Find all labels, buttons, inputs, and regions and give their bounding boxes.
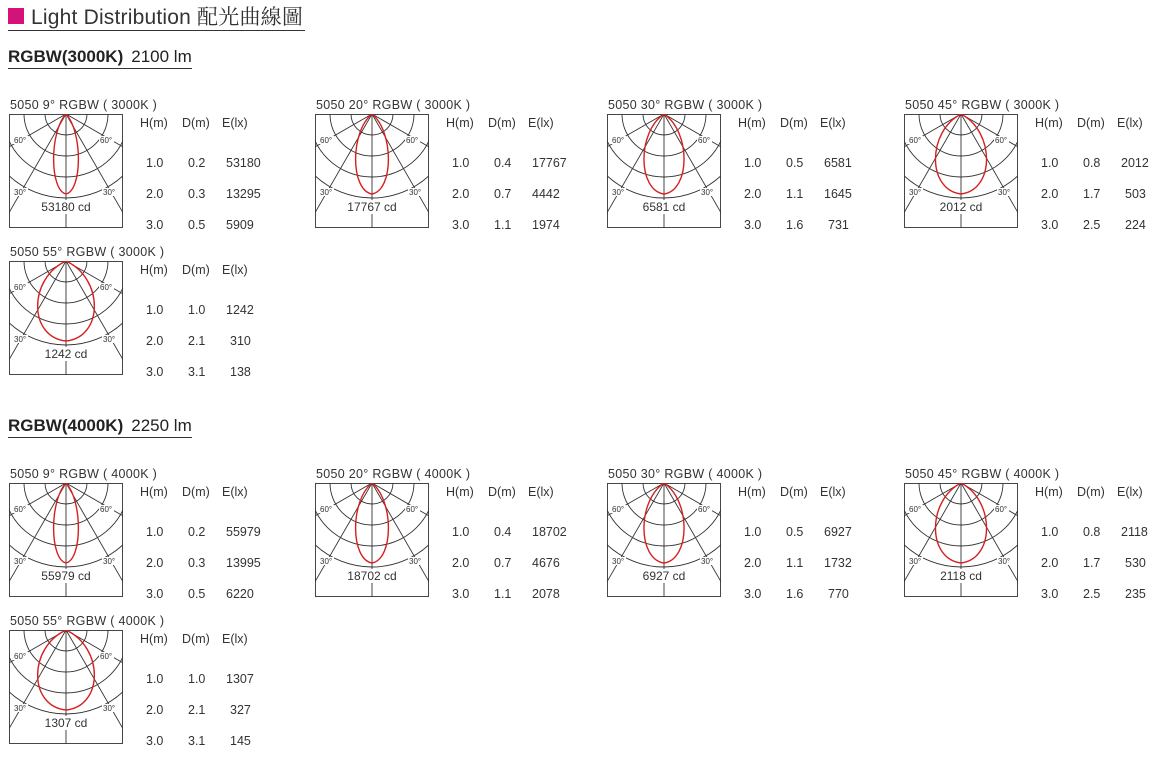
column-header: D(m) <box>488 116 516 130</box>
table-cell: 18702 <box>532 525 567 539</box>
column-header: D(m) <box>1077 116 1105 130</box>
table-cell: 224 <box>1125 218 1146 232</box>
table-cell: 2.0 <box>146 187 164 201</box>
polar-diagram <box>9 483 123 597</box>
light-distribution-block <box>314 467 614 617</box>
angle-label-30-right: 30° <box>103 335 116 344</box>
table-cell: 530 <box>1125 556 1146 570</box>
table-cell: 1.1 <box>786 556 804 570</box>
table-cell: 0.2 <box>188 156 206 170</box>
column-header: D(m) <box>780 485 808 499</box>
column-header: D(m) <box>182 263 210 277</box>
table-cell: 3.0 <box>146 734 164 748</box>
table-cell: 3.0 <box>1041 587 1059 601</box>
candela-label: 17767 cd <box>347 200 397 214</box>
column-header: D(m) <box>182 485 210 499</box>
table-cell: 1.0 <box>146 156 164 170</box>
table-cell: 3.0 <box>146 587 164 601</box>
angle-label-60-right: 60° <box>100 652 113 661</box>
table-cell: 55979 <box>226 525 261 539</box>
table-cell: 3.0 <box>146 365 164 379</box>
angle-label-60-right: 60° <box>100 136 113 145</box>
column-header: E(lx) <box>820 116 846 130</box>
table-cell: 235 <box>1125 587 1146 601</box>
light-distribution-block <box>314 98 614 248</box>
table-cell: 6581 <box>824 156 852 170</box>
table-cell: 327 <box>230 703 251 717</box>
angle-label-30-left: 30° <box>320 557 333 566</box>
angle-label-30-left: 30° <box>14 557 27 566</box>
table-cell: 1.0 <box>452 156 470 170</box>
table-cell: 0.4 <box>494 156 512 170</box>
angle-label-30-right: 30° <box>701 557 714 566</box>
column-header: E(lx) <box>528 116 554 130</box>
angle-label-60-right: 60° <box>100 283 113 292</box>
section-lumens: 2250 lm <box>131 416 192 435</box>
angle-label-60-right: 60° <box>406 505 419 514</box>
table-cell: 0.4 <box>494 525 512 539</box>
angle-label-30-right: 30° <box>998 557 1011 566</box>
column-header: E(lx) <box>820 485 846 499</box>
table-cell: 1.0 <box>188 303 206 317</box>
candela-label: 1307 cd <box>44 716 88 730</box>
table-cell: 1.1 <box>494 218 512 232</box>
table-cell: 1.6 <box>786 218 804 232</box>
table-cell: 1.0 <box>146 525 164 539</box>
column-header: H(m) <box>738 116 766 130</box>
table-cell: 2.1 <box>188 334 206 348</box>
table-cell: 2.0 <box>146 556 164 570</box>
table-cell: 2.0 <box>1041 187 1059 201</box>
table-cell: 1307 <box>226 672 254 686</box>
column-header: H(m) <box>446 485 474 499</box>
table-cell: 0.7 <box>494 556 512 570</box>
table-cell: 2.0 <box>744 556 762 570</box>
table-cell: 1974 <box>532 218 560 232</box>
table-cell: 53180 <box>226 156 261 170</box>
table-cell: 0.5 <box>188 587 206 601</box>
angle-label-30-right: 30° <box>103 188 116 197</box>
table-cell: 2118 <box>1121 525 1148 539</box>
polar-diagram-svg <box>9 114 123 228</box>
light-distribution-block <box>903 98 1165 248</box>
table-cell: 3.0 <box>452 587 470 601</box>
angle-label-30-left: 30° <box>14 704 27 713</box>
angle-label-30-right: 30° <box>409 557 422 566</box>
page-header <box>8 2 305 31</box>
angle-label-60-left: 60° <box>320 136 333 145</box>
block-title: 5050 55° RGBW ( 4000K ) <box>10 614 165 628</box>
block-title: 5050 30° RGBW ( 3000K ) <box>608 98 763 112</box>
angle-label-60-right: 60° <box>995 136 1008 145</box>
angle-label-60-left: 60° <box>14 652 27 661</box>
angle-label-60-right: 60° <box>995 505 1008 514</box>
column-header: D(m) <box>780 116 808 130</box>
column-header: H(m) <box>140 485 168 499</box>
page-title: Light Distribution 配光曲線圖 <box>31 6 304 29</box>
table-cell: 1.1 <box>786 187 804 201</box>
table-cell: 3.1 <box>188 734 206 748</box>
angle-label-30-right: 30° <box>998 188 1011 197</box>
table-cell: 13295 <box>226 187 261 201</box>
table-cell: 0.3 <box>188 187 206 201</box>
accent-square-icon <box>8 8 24 24</box>
table-cell: 1645 <box>824 187 852 201</box>
table-cell: 145 <box>230 734 251 748</box>
table-cell: 138 <box>230 365 251 379</box>
angle-label-30-left: 30° <box>14 335 27 344</box>
table-cell: 2078 <box>532 587 560 601</box>
angle-label-30-left: 30° <box>612 557 625 566</box>
angle-label-60-left: 60° <box>612 505 625 514</box>
block-title: 5050 9° RGBW ( 3000K ) <box>10 98 158 112</box>
angle-label-30-left: 30° <box>909 188 922 197</box>
column-header: E(lx) <box>528 485 554 499</box>
table-cell: 1242 <box>226 303 254 317</box>
table-cell: 1.7 <box>1083 556 1101 570</box>
table-cell: 2.0 <box>146 703 164 717</box>
polar-diagram <box>9 114 123 228</box>
table-cell: 0.5 <box>188 218 206 232</box>
column-header: H(m) <box>140 116 168 130</box>
table-cell: 6220 <box>226 587 254 601</box>
block-title: 5050 45° RGBW ( 4000K ) <box>905 467 1060 481</box>
column-header: E(lx) <box>222 263 248 277</box>
block-title: 5050 20° RGBW ( 3000K ) <box>316 98 471 112</box>
angle-label-60-left: 60° <box>14 505 27 514</box>
polar-diagram-svg <box>904 483 1018 597</box>
table-cell: 770 <box>828 587 849 601</box>
angle-label-60-right: 60° <box>698 136 711 145</box>
block-title: 5050 45° RGBW ( 3000K ) <box>905 98 1060 112</box>
column-header: D(m) <box>488 485 516 499</box>
polar-diagram-svg <box>9 483 123 597</box>
polar-diagram <box>904 114 1018 228</box>
column-header: D(m) <box>182 632 210 646</box>
angle-label-60-right: 60° <box>406 136 419 145</box>
column-header: E(lx) <box>222 485 248 499</box>
table-cell: 2.1 <box>188 703 206 717</box>
table-cell: 0.5 <box>786 156 804 170</box>
polar-diagram-svg <box>904 114 1018 228</box>
column-header: E(lx) <box>1117 485 1143 499</box>
polar-diagram-svg <box>607 114 721 228</box>
candela-label: 6927 cd <box>642 569 686 583</box>
table-cell: 1.0 <box>1041 525 1059 539</box>
polar-diagram <box>607 114 721 228</box>
block-title: 5050 30° RGBW ( 4000K ) <box>608 467 763 481</box>
column-header: H(m) <box>140 263 168 277</box>
table-cell: 2.0 <box>452 556 470 570</box>
table-cell: 1.0 <box>146 672 164 686</box>
block-title: 5050 9° RGBW ( 4000K ) <box>10 467 158 481</box>
table-cell: 1.0 <box>744 156 762 170</box>
light-distribution-block <box>8 245 308 395</box>
table-cell: 2.0 <box>452 187 470 201</box>
table-cell: 310 <box>230 334 251 348</box>
table-cell: 3.0 <box>744 587 762 601</box>
polar-diagram-svg <box>607 483 721 597</box>
table-cell: 1.0 <box>188 672 206 686</box>
table-cell: 4676 <box>532 556 560 570</box>
light-distribution-block <box>903 467 1165 617</box>
table-cell: 3.0 <box>146 218 164 232</box>
polar-diagram-svg <box>315 114 429 228</box>
column-header: D(m) <box>182 116 210 130</box>
polar-diagram-svg <box>9 630 123 744</box>
table-cell: 5909 <box>226 218 254 232</box>
angle-label-30-right: 30° <box>409 188 422 197</box>
table-cell: 1.0 <box>744 525 762 539</box>
table-cell: 1.0 <box>1041 156 1059 170</box>
section-lumens: 2100 lm <box>131 47 192 66</box>
table-cell: 1.6 <box>786 587 804 601</box>
section-title <box>8 47 192 69</box>
candela-label: 53180 cd <box>41 200 91 214</box>
table-cell: 0.3 <box>188 556 206 570</box>
section-title-text: RGBW(3000K) <box>8 47 124 66</box>
block-title: 5050 55° RGBW ( 3000K ) <box>10 245 165 259</box>
angle-label-60-left: 60° <box>320 505 333 514</box>
polar-diagram <box>9 630 123 744</box>
angle-label-60-right: 60° <box>698 505 711 514</box>
table-cell: 6927 <box>824 525 852 539</box>
section-title <box>8 416 192 438</box>
table-cell: 0.5 <box>786 525 804 539</box>
polar-diagram <box>9 261 123 375</box>
table-cell: 2012 <box>1121 156 1149 170</box>
table-cell: 1.0 <box>146 303 164 317</box>
polar-diagram <box>904 483 1018 597</box>
column-header: E(lx) <box>222 116 248 130</box>
column-header: E(lx) <box>1117 116 1143 130</box>
polar-diagram-svg <box>9 261 123 375</box>
table-cell: 2.0 <box>146 334 164 348</box>
column-header: H(m) <box>1035 116 1063 130</box>
light-distribution-block <box>8 98 308 248</box>
table-cell: 2.0 <box>744 187 762 201</box>
candela-label: 1242 cd <box>44 347 88 361</box>
angle-label-60-left: 60° <box>909 136 922 145</box>
polar-diagram-svg <box>315 483 429 597</box>
table-cell: 3.1 <box>188 365 206 379</box>
candela-label: 2012 cd <box>939 200 983 214</box>
column-header: D(m) <box>1077 485 1105 499</box>
table-cell: 13995 <box>226 556 261 570</box>
column-header: E(lx) <box>222 632 248 646</box>
angle-label-30-left: 30° <box>909 557 922 566</box>
angle-label-60-left: 60° <box>612 136 625 145</box>
angle-label-30-right: 30° <box>701 188 714 197</box>
table-cell: 0.7 <box>494 187 512 201</box>
table-cell: 17767 <box>532 156 567 170</box>
light-distribution-block <box>606 98 906 248</box>
table-cell: 2.5 <box>1083 587 1101 601</box>
polar-diagram <box>315 483 429 597</box>
angle-label-30-right: 30° <box>103 704 116 713</box>
light-distribution-block <box>8 467 308 617</box>
table-cell: 1732 <box>824 556 852 570</box>
table-cell: 3.0 <box>744 218 762 232</box>
candela-label: 2118 cd <box>940 569 982 583</box>
angle-label-60-right: 60° <box>100 505 113 514</box>
table-cell: 3.0 <box>452 218 470 232</box>
table-cell: 731 <box>828 218 849 232</box>
table-cell: 0.8 <box>1083 525 1101 539</box>
angle-label-60-left: 60° <box>14 283 27 292</box>
table-cell: 1.1 <box>494 587 512 601</box>
candela-label: 18702 cd <box>347 569 397 583</box>
angle-label-60-left: 60° <box>909 505 922 514</box>
table-cell: 0.8 <box>1083 156 1101 170</box>
candela-label: 6581 cd <box>642 200 686 214</box>
table-cell: 1.7 <box>1083 187 1101 201</box>
table-cell: 1.0 <box>452 525 470 539</box>
column-header: H(m) <box>1035 485 1063 499</box>
angle-label-30-left: 30° <box>612 188 625 197</box>
section-title-text: RGBW(4000K) <box>8 416 124 435</box>
table-cell: 0.2 <box>188 525 206 539</box>
light-distribution-block <box>606 467 906 617</box>
candela-label: 55979 cd <box>41 569 91 583</box>
column-header: H(m) <box>140 632 168 646</box>
table-cell: 4442 <box>532 187 560 201</box>
column-header: H(m) <box>738 485 766 499</box>
table-cell: 2.5 <box>1083 218 1101 232</box>
angle-label-30-left: 30° <box>14 188 27 197</box>
block-title: 5050 20° RGBW ( 4000K ) <box>316 467 471 481</box>
angle-label-30-right: 30° <box>103 557 116 566</box>
angle-label-30-left: 30° <box>320 188 333 197</box>
angle-label-60-left: 60° <box>14 136 27 145</box>
column-header: H(m) <box>446 116 474 130</box>
table-cell: 3.0 <box>1041 218 1059 232</box>
polar-diagram <box>607 483 721 597</box>
polar-diagram <box>315 114 429 228</box>
table-cell: 503 <box>1125 187 1146 201</box>
light-distribution-block <box>8 614 308 764</box>
table-cell: 2.0 <box>1041 556 1059 570</box>
